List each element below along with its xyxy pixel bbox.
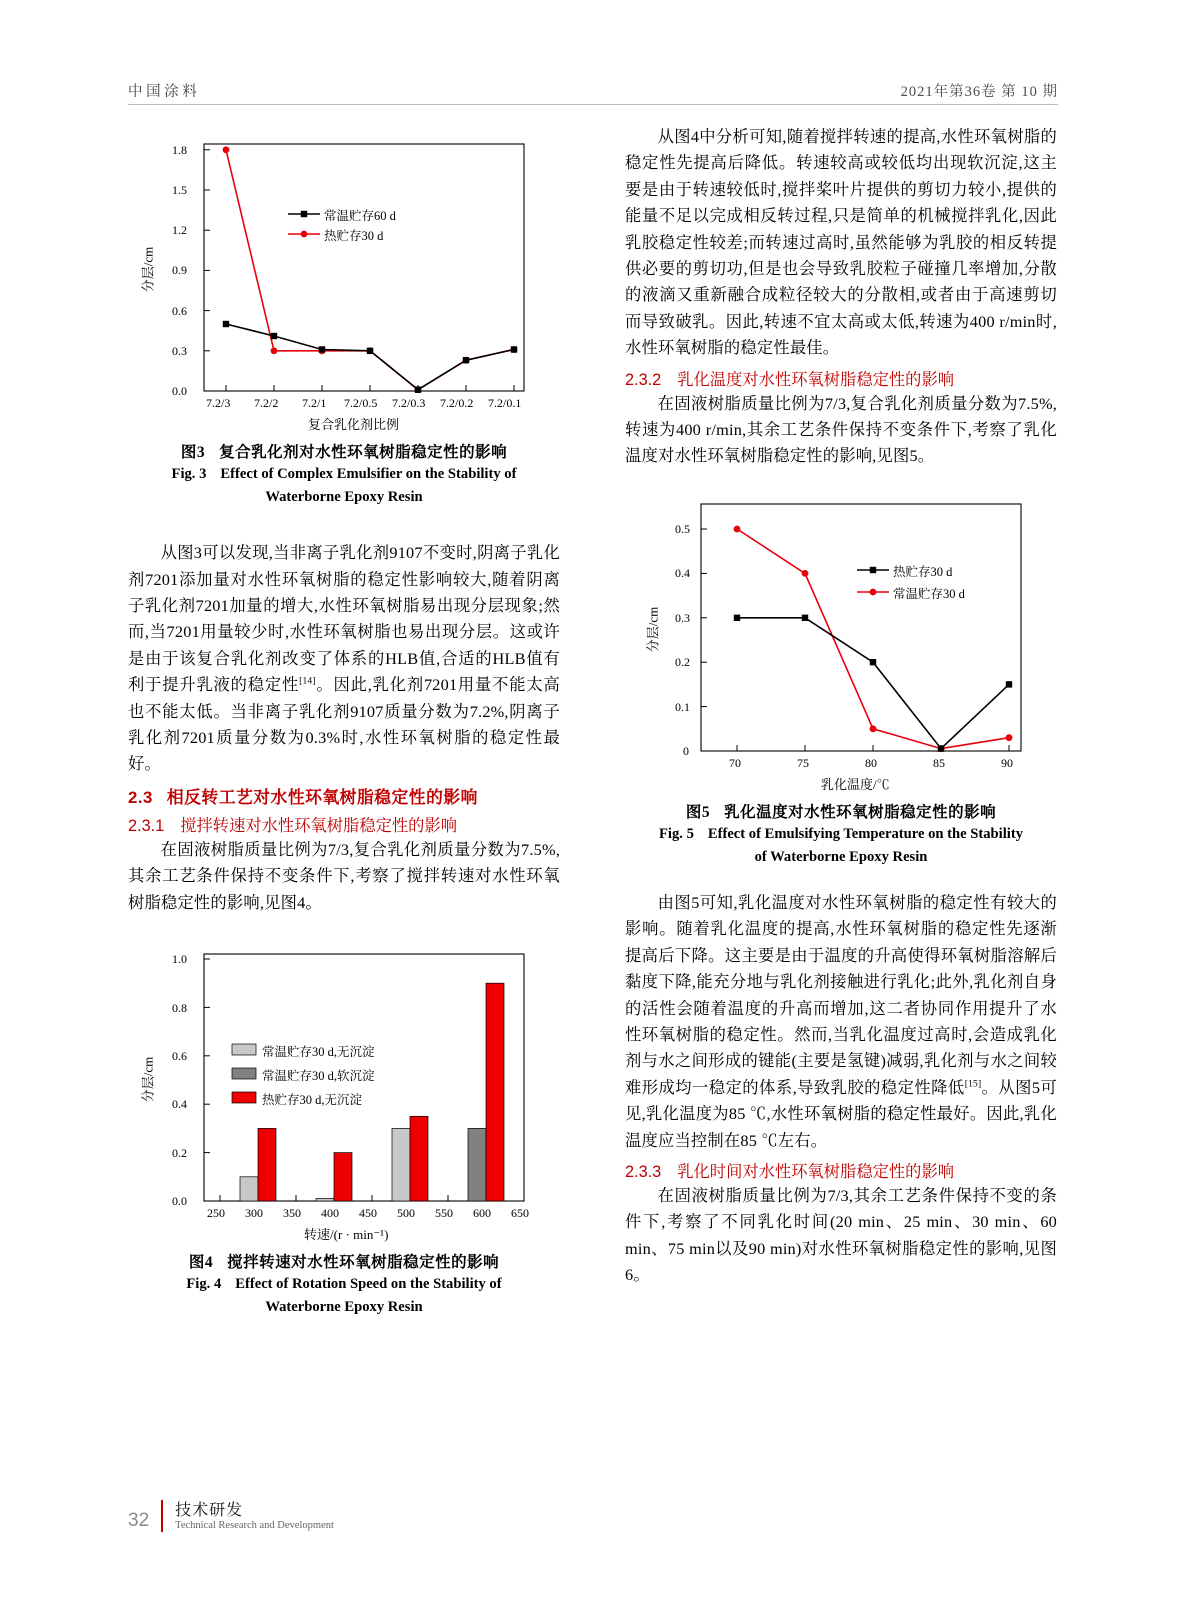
fig3-xtick: 7.2/0.1 <box>488 396 522 410</box>
fig4-xtick: 600 <box>473 1206 491 1220</box>
fig3-xtick: 7.2/1 <box>302 396 327 410</box>
journal-name: 中 国 涂 料 <box>128 84 197 100</box>
figure-3-caption <box>128 440 560 508</box>
fig4-x-axis-title: 转速/(r · min⁻¹) <box>304 1227 389 1242</box>
fig4-label-en: Fig. 4 <box>186 1276 222 1292</box>
fig4-xtick: 350 <box>283 1206 301 1220</box>
fig3-title-en-2: Waterborne Epoxy Resin <box>265 489 423 506</box>
fig3-label-cn: 图3 <box>180 444 206 461</box>
fig5-xtick: 75 <box>797 755 809 770</box>
fig5-ytick: 0.5 <box>675 521 690 536</box>
fig3-xtick: 7.2/0.5 <box>344 396 378 410</box>
fig5-ytick: 0.3 <box>675 610 690 625</box>
fig3-xtick: 7.2/0.3 <box>392 396 426 410</box>
heading-2-3-2 <box>625 366 1057 390</box>
heading-2-3-1 <box>128 812 560 836</box>
fig3-ytick: 0.9 <box>172 263 187 277</box>
left-paragraph-1-tail: 。因此,乳化剂7201用量不能太高也不能太低。当非离子乳化剂9107质量分数为7.2%,阴离子乳化剂7201质量分数为0.3%时,水性环氧树脂的稳定性最好。 <box>128 675 560 774</box>
fig3-xtick: 7.2/2 <box>254 396 279 410</box>
fig3-xtick: 7.2/0.2 <box>440 396 474 410</box>
fig4-legend-item: 热贮存30 d,无沉淀 <box>262 1093 363 1107</box>
fig5-ytick: 0.4 <box>675 565 690 580</box>
fig4-legend-item: 常温贮存30 d,软沉淀 <box>262 1069 375 1083</box>
fig4-ytick: 0.0 <box>172 1194 187 1208</box>
left-paragraph-1 <box>128 540 560 778</box>
fig3-ytick: 1.8 <box>172 143 187 157</box>
fig5-xtick: 85 <box>933 755 945 770</box>
right-paragraph-1: 从图4中分析可知,随着搅拌转速的提高,水性环氧树脂的稳定性先提高后降低。转速较高或较低均出现软沉淀,这主要是由于转速较低时,搅拌桨叶片提供的剪切力较小,提供的能量不足以完成相反转过程,只是简单的机械搅拌乳化,因此乳胶稳定性较差;而转速过高时,虽然能够为乳胶的相反转提供必要的剪切功,但是也会导致乳胶粒子碰撞几率增加,分散的液滴又重新融合成粒径较大的分散相,或者由于高速剪切而导致破乳。因此,转速不宜太高或太低,转速为400 r/min时,水性环氧树脂的稳定性最佳。 <box>625 127 1057 358</box>
page-header <box>128 80 1058 101</box>
fig4-xtick: 650 <box>511 1206 529 1220</box>
heading-2-3 <box>128 784 560 808</box>
fig4-y-axis-title: 分层/cm <box>140 1056 156 1103</box>
heading-2-3-1-text: 搅拌转速对水性环氧树脂稳定性的影响 <box>180 816 458 835</box>
fig4-xtick: 250 <box>207 1206 225 1220</box>
heading-2-3-2-number: 2.3.2 <box>625 370 662 389</box>
fig3-legend-item: 热贮存30 d <box>324 229 384 243</box>
fig5-title-en-2: of Waterborne Epoxy Resin <box>754 848 928 865</box>
heading-2-3-3-number: 2.3.3 <box>625 1162 662 1181</box>
fig5-ytick: 0.2 <box>675 654 690 669</box>
fig4-ytick: 0.6 <box>172 1049 187 1063</box>
fig4-ytick: 0.2 <box>172 1146 187 1160</box>
fig5-ytick: 0 <box>683 743 689 758</box>
fig3-xtick: 7.2/3 <box>206 396 231 410</box>
footer-section-en: Technical Research and Development <box>175 1519 334 1531</box>
fig4-legend-item: 常温贮存30 d,无沉淀 <box>262 1045 375 1059</box>
fig3-legend-item: 常温贮存60 d <box>324 209 396 223</box>
fig4-xtick: 300 <box>245 1206 263 1220</box>
fig3-y-axis-title: 分层/cm <box>140 246 156 293</box>
fig4-xtick: 450 <box>359 1206 377 1220</box>
right-paragraph-3-tail: 。从图5可见,乳化温度为85 ℃,水性环氧树脂的稳定性最好。因此,乳化温度应当控制在85 ℃左右。 <box>625 1077 1057 1150</box>
fig3-x-axis-title: 复合乳化剂比例 <box>308 417 400 432</box>
right-paragraph-4: 在固液树脂质量比例为7/3,其余工艺条件保持不变的条件下,考察了不同乳化时间(20 min、25 min、30 min、60 min、75 min以及90 min)对水性环氧树脂稳定性的影响,见图6。 <box>625 1185 1057 1285</box>
fig5-title-cn: 乳化温度对水性环氧树脂稳定性的影响 <box>724 803 997 821</box>
page-number: 32 <box>128 1510 150 1531</box>
fig4-xtick: 500 <box>397 1206 415 1220</box>
figure-5 <box>625 490 1057 790</box>
fig4-title-cn: 搅拌转速对水性环氧树脂稳定性的影响 <box>227 1254 500 1271</box>
fig5-xtick: 90 <box>1001 755 1013 770</box>
figure-3 <box>128 130 560 430</box>
fig4-ytick: 1.0 <box>172 952 187 966</box>
fig4-label-cn: 图4 <box>188 1254 214 1271</box>
figure-5-caption <box>625 800 1057 868</box>
fig4-xtick: 400 <box>321 1206 339 1220</box>
figure-4 <box>128 940 560 1240</box>
fig4-ytick: 0.4 <box>172 1097 187 1111</box>
fig5-y-axis-title: 分层/cm <box>645 606 661 652</box>
left-column <box>128 130 560 1318</box>
right-paragraph-3 <box>625 890 1057 1154</box>
fig5-legend-item: 热贮存30 d <box>893 564 953 579</box>
issue-info: 2021年第36卷 第 10 期 <box>900 84 1058 100</box>
fig5-label-en: Fig. 5 <box>659 825 694 842</box>
fig5-xtick: 80 <box>865 755 877 770</box>
figure-3-plot <box>128 130 560 430</box>
fig3-ytick: 1.5 <box>172 183 187 197</box>
fig5-xtick: 70 <box>729 755 741 770</box>
right-paragraph-3-text: 由图5可知,乳化温度对水性环氧树脂的稳定性有较大的影响。随着乳化温度的提高,水性环氧树脂的稳定性先逐渐提高后下降。这主要是由于温度的升高使得环氧树脂溶解后黏度下降,能充分地与乳化剂接触进行乳化;此外,乳化剂自身的活性会随着温度的升高而增加,这二者协同作用提升了水性环氧树脂的稳定性。然而,当乳化温度过高时,会造成乳化剂与水之间形成的键能(主要是氢键)减弱,乳化剂与水之间较难形成均一稳定的体系,导致乳胶的稳定性降低 <box>625 893 1057 1097</box>
fig3-ytick: 0.6 <box>172 304 187 318</box>
heading-2-3-text: 相反转工艺对水性环氧树脂稳定性的影响 <box>166 787 478 807</box>
fig5-x-axis-title: 乳化温度/℃ <box>821 776 890 792</box>
fig4-title-en-1: Effect of Rotation Speed on the Stability of <box>235 1276 502 1292</box>
fig3-label-en: Fig. 3 <box>171 466 207 482</box>
fig3-title-en-1: Effect of Complex Emulsifier on the Stability of <box>220 466 517 482</box>
page-footer <box>128 1500 334 1532</box>
left-paragraph-2: 在固液树脂质量比例为7/3,复合乳化剂质量分数为7.5%,其余工艺条件保持不变条件下,考察了搅拌转速对水性环氧树脂稳定性的影响,见图4。 <box>128 839 560 912</box>
reference-14: [14] <box>299 676 316 687</box>
fig3-title-cn: 复合乳化剂对水性环氧树脂稳定性的影响 <box>219 444 508 461</box>
right-column <box>625 124 1057 1288</box>
fig4-ytick: 0.8 <box>172 1001 187 1015</box>
reference-15: [15] <box>964 1079 982 1090</box>
heading-2-3-3-text: 乳化时间对水性环氧树脂稳定性的影响 <box>677 1162 955 1181</box>
left-paragraph-1-text: 从图3可以发现,当非离子乳化剂9107不变时,阴离子乳化剂7201添加量对水性环氧树脂的稳定性影响较大,随着阴离子乳化剂7201加量的增大,水性环氧树脂易出现分层现象;然而,当7201用量较少时,水性环氧树脂也易出现分层。这或许是由于该复合乳化剂改变了体系的HLB值,合适的HLB值有利于提升乳液的稳定性 <box>128 543 560 695</box>
fig5-ytick: 0.1 <box>675 699 690 714</box>
heading-2-3-3 <box>625 1158 1057 1182</box>
fig5-title-en-1: Effect of Emulsifying Temperature on the Stability <box>707 825 1023 842</box>
fig3-ytick: 1.2 <box>172 223 187 237</box>
fig3-ytick: 0.3 <box>172 344 187 358</box>
fig4-title-en-2: Waterborne Epoxy Resin <box>265 1299 423 1316</box>
footer-accent-bar <box>161 1500 163 1532</box>
figure-4-caption <box>128 1250 560 1318</box>
fig5-legend-item: 常温贮存30 d <box>893 586 965 601</box>
fig3-ytick: 0.0 <box>172 384 187 398</box>
right-paragraph-2: 在固液树脂质量比例为7/3,复合乳化剂质量分数为7.5%,转速为400 r/min,其余工艺条件保持不变条件下,考察了乳化温度对水性环氧树脂稳定性的影响,见图5。 <box>625 393 1057 466</box>
heading-2-3-number: 2.3 <box>128 787 153 807</box>
fig5-label-cn: 图5 <box>685 803 711 821</box>
heading-2-3-2-text: 乳化温度对水性环氧树脂稳定性的影响 <box>677 370 955 389</box>
heading-2-3-1-number: 2.3.1 <box>128 816 165 835</box>
fig4-xtick: 550 <box>435 1206 453 1220</box>
header-divider <box>128 104 1058 105</box>
footer-section-cn: 技术研发 <box>175 1501 244 1519</box>
